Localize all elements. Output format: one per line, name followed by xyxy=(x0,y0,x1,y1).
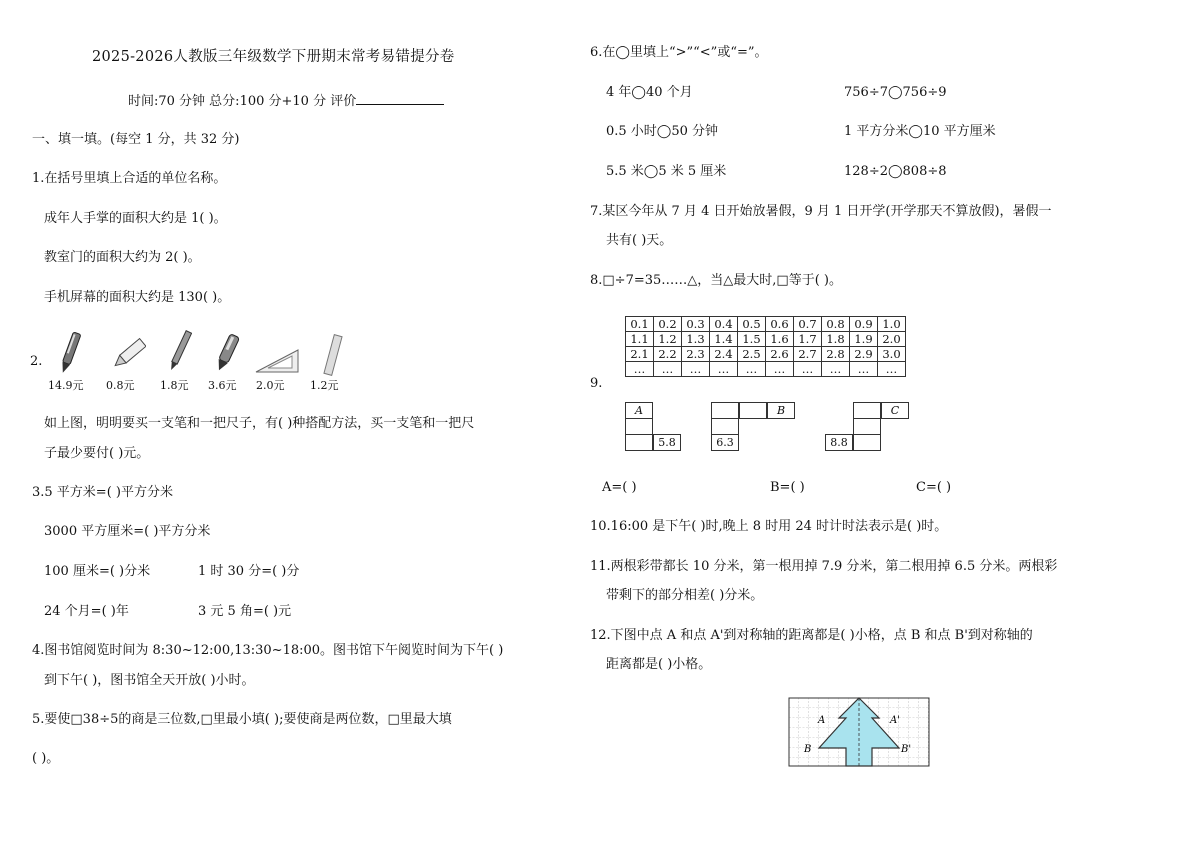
price-label: 14.9元 xyxy=(48,379,84,392)
point-a-prime-label: A' xyxy=(890,715,900,726)
table-cell: 0.3 xyxy=(682,317,710,332)
shape-value: 6.3 xyxy=(711,434,739,451)
table-cell: 2.9 xyxy=(850,347,878,362)
price-label: 0.8元 xyxy=(106,379,135,392)
q5-line1: 5.要使□38÷5的商是三位数,□里最小填( );要使商是两位数，□里最大填 xyxy=(32,712,452,727)
q12-line2: 距离都是( )小格。 xyxy=(606,657,712,672)
table-cell: 0.9 xyxy=(850,317,878,332)
evaluation-blank[interactable] xyxy=(356,92,444,105)
table-cell: 2.1 xyxy=(626,347,654,362)
answer-b: B=( ) xyxy=(770,480,805,495)
q2-line1: 如上图，明明要买一支笔和一把尺子，有( )种搭配方法，买一支笔和一把尺 xyxy=(44,416,475,431)
table-cell: 1.9 xyxy=(850,332,878,347)
table-cell: … xyxy=(794,362,822,377)
price-label: 1.8元 xyxy=(160,379,189,392)
q12-line1: 12.下图中点 A 和点 A'到对称轴的距离都是( )小格，点 B 和点 B'到对称轴的 xyxy=(590,628,1033,643)
q6-item: 756÷7◯756÷9 xyxy=(844,85,947,100)
q4-line2: 到下午( )，图书馆全天开放( )小时。 xyxy=(44,673,255,688)
table-cell: 1.5 xyxy=(738,332,766,347)
answer-a: A=( ) xyxy=(602,480,637,495)
q11-line2: 带剩下的部分相差( )分米。 xyxy=(606,588,764,603)
q1-stem: 1.在括号里填上合适的单位名称。 xyxy=(32,171,227,186)
table-cell: 2.7 xyxy=(794,347,822,362)
table-cell: 1.2 xyxy=(654,332,682,347)
table-cell: 2.8 xyxy=(822,347,850,362)
shape-value: 8.8 xyxy=(825,434,853,451)
table-cell: 1.8 xyxy=(822,332,850,347)
table-cell: 1.7 xyxy=(794,332,822,347)
q2-number: 2. xyxy=(30,354,43,369)
answer-c: C=( ) xyxy=(916,480,952,495)
q10-line1: 10.16:00 是下午( )时,晚上 8 时用 24 时计时法表示是( )时。 xyxy=(590,519,948,534)
q6-stem: 6.在◯里填上“>”“<”或“=”。 xyxy=(590,45,768,60)
number-table xyxy=(625,316,906,377)
table-row xyxy=(626,332,906,347)
shape-cell xyxy=(853,402,881,419)
point-b-prime-label: B' xyxy=(901,744,912,755)
table-cell: 0.5 xyxy=(738,317,766,332)
pen-icon xyxy=(214,332,240,374)
table-cell: 0.6 xyxy=(766,317,794,332)
q3-line2: 3000 平方厘米=( )平方分米 xyxy=(44,524,211,539)
point-a-label: A xyxy=(818,715,826,726)
table-cell: … xyxy=(710,362,738,377)
q7-line2: 共有( )天。 xyxy=(606,233,673,248)
q3-line4b: 3 元 5 角=( )元 xyxy=(198,604,292,619)
shape-cell xyxy=(739,402,767,419)
table-cell: 2.0 xyxy=(878,332,906,347)
q1-line1: 成年人手掌的面积大约是 1( )。 xyxy=(44,211,227,226)
table-cell: … xyxy=(766,362,794,377)
shape-cell xyxy=(711,418,739,435)
table-cell: … xyxy=(822,362,850,377)
q2-line2: 子最少要付( )元。 xyxy=(44,446,150,461)
triangle-ruler-icon xyxy=(254,348,300,374)
table-cell: 1.0 xyxy=(878,317,906,332)
q1-line2: 教室门的面积大约为 2( )。 xyxy=(44,250,201,265)
table-cell: 2.2 xyxy=(654,347,682,362)
pencil-icon xyxy=(168,328,192,374)
q7-line1: 7.某区今年从 7 月 4 日开始放暑假，9 月 1 日开学(开学那天不算放假)，暑假一 xyxy=(590,204,1052,219)
shape-cell xyxy=(853,434,881,451)
table-cell: … xyxy=(850,362,878,377)
q6-item: 5.5 米◯5 米 5 厘米 xyxy=(606,164,727,179)
table-cell: 1.4 xyxy=(710,332,738,347)
page-title: 2025-2026人教版三年级数学下册期末常考易错提分卷 xyxy=(92,49,455,65)
table-cell: 0.1 xyxy=(626,317,654,332)
table-cell: 2.6 xyxy=(766,347,794,362)
table-cell: 0.2 xyxy=(654,317,682,332)
table-row xyxy=(626,362,906,377)
q8-line1: 8.□÷7=35……△，当△最大时,□等于( )。 xyxy=(590,273,842,288)
q6-item: 1 平方分米◯10 平方厘米 xyxy=(844,124,996,139)
q3-line3a: 100 厘米=( )分米 xyxy=(44,564,151,579)
exam-info xyxy=(128,92,444,110)
price-label: 1.2元 xyxy=(310,379,339,392)
q3-line3b: 1 时 30 分=( )分 xyxy=(198,564,300,579)
table-cell: 3.0 xyxy=(878,347,906,362)
shape-cell xyxy=(625,418,653,435)
price-label: 2.0元 xyxy=(256,379,285,392)
pencil-icon xyxy=(112,336,146,372)
point-b-label: B xyxy=(804,744,812,755)
shape-label: C xyxy=(881,402,909,419)
q3-line1: 3.5 平方米=( )平方分米 xyxy=(32,485,173,500)
table-cell: … xyxy=(682,362,710,377)
table-cell: 1.3 xyxy=(682,332,710,347)
table-cell: 1.1 xyxy=(626,332,654,347)
shape-cell xyxy=(625,434,653,451)
q1-line3: 手机屏幕的面积大约是 130( )。 xyxy=(44,290,231,305)
table-row xyxy=(626,347,906,362)
table-cell: 2.4 xyxy=(710,347,738,362)
shape-label: A xyxy=(625,402,653,419)
table-cell: 0.4 xyxy=(710,317,738,332)
table-cell: 0.7 xyxy=(794,317,822,332)
q4-line1: 4.图书馆阅览时间为 8:30~12:00,13:30~18:00。图书馆下午阅览时间为下午( ) xyxy=(32,643,504,658)
q6-item: 128÷2◯808÷8 xyxy=(844,164,947,179)
q6-item: 0.5 小时◯50 分钟 xyxy=(606,124,719,139)
q6-item: 4 年◯40 个月 xyxy=(606,85,693,100)
table-cell: 2.3 xyxy=(682,347,710,362)
shape-value: 5.8 xyxy=(653,434,681,451)
table-cell: 0.8 xyxy=(822,317,850,332)
table-cell: … xyxy=(626,362,654,377)
table-cell: 2.5 xyxy=(738,347,766,362)
shape-label: B xyxy=(767,402,795,419)
ruler-icon xyxy=(322,334,344,376)
q3-line4a: 24 个月=( )年 xyxy=(44,604,129,619)
table-cell: … xyxy=(738,362,766,377)
section-title: 一、填一填。(每空 1 分，共 32 分) xyxy=(32,132,240,147)
shape-c xyxy=(825,402,913,454)
shape-cell xyxy=(711,402,739,419)
price-label: 3.6元 xyxy=(208,379,237,392)
q5-line2: ( )。 xyxy=(32,751,60,766)
shape-cell xyxy=(853,418,881,435)
symmetry-figure xyxy=(788,697,930,767)
shape-b xyxy=(711,402,799,454)
q11-line1: 11.两根彩带都长 10 分米，第一根用掉 7.9 分米，第二根用掉 6.5 分米。两根彩 xyxy=(590,559,1058,574)
table-cell: … xyxy=(878,362,906,377)
pen-icon xyxy=(58,330,82,376)
exam-info-text: 时间:70 分钟 总分:100 分+10 分 评价 xyxy=(128,94,357,109)
table-cell: 1.6 xyxy=(766,332,794,347)
table-cell: … xyxy=(654,362,682,377)
shape-a xyxy=(625,402,685,454)
table-row xyxy=(626,317,906,332)
q9-number: 9. xyxy=(590,376,603,391)
